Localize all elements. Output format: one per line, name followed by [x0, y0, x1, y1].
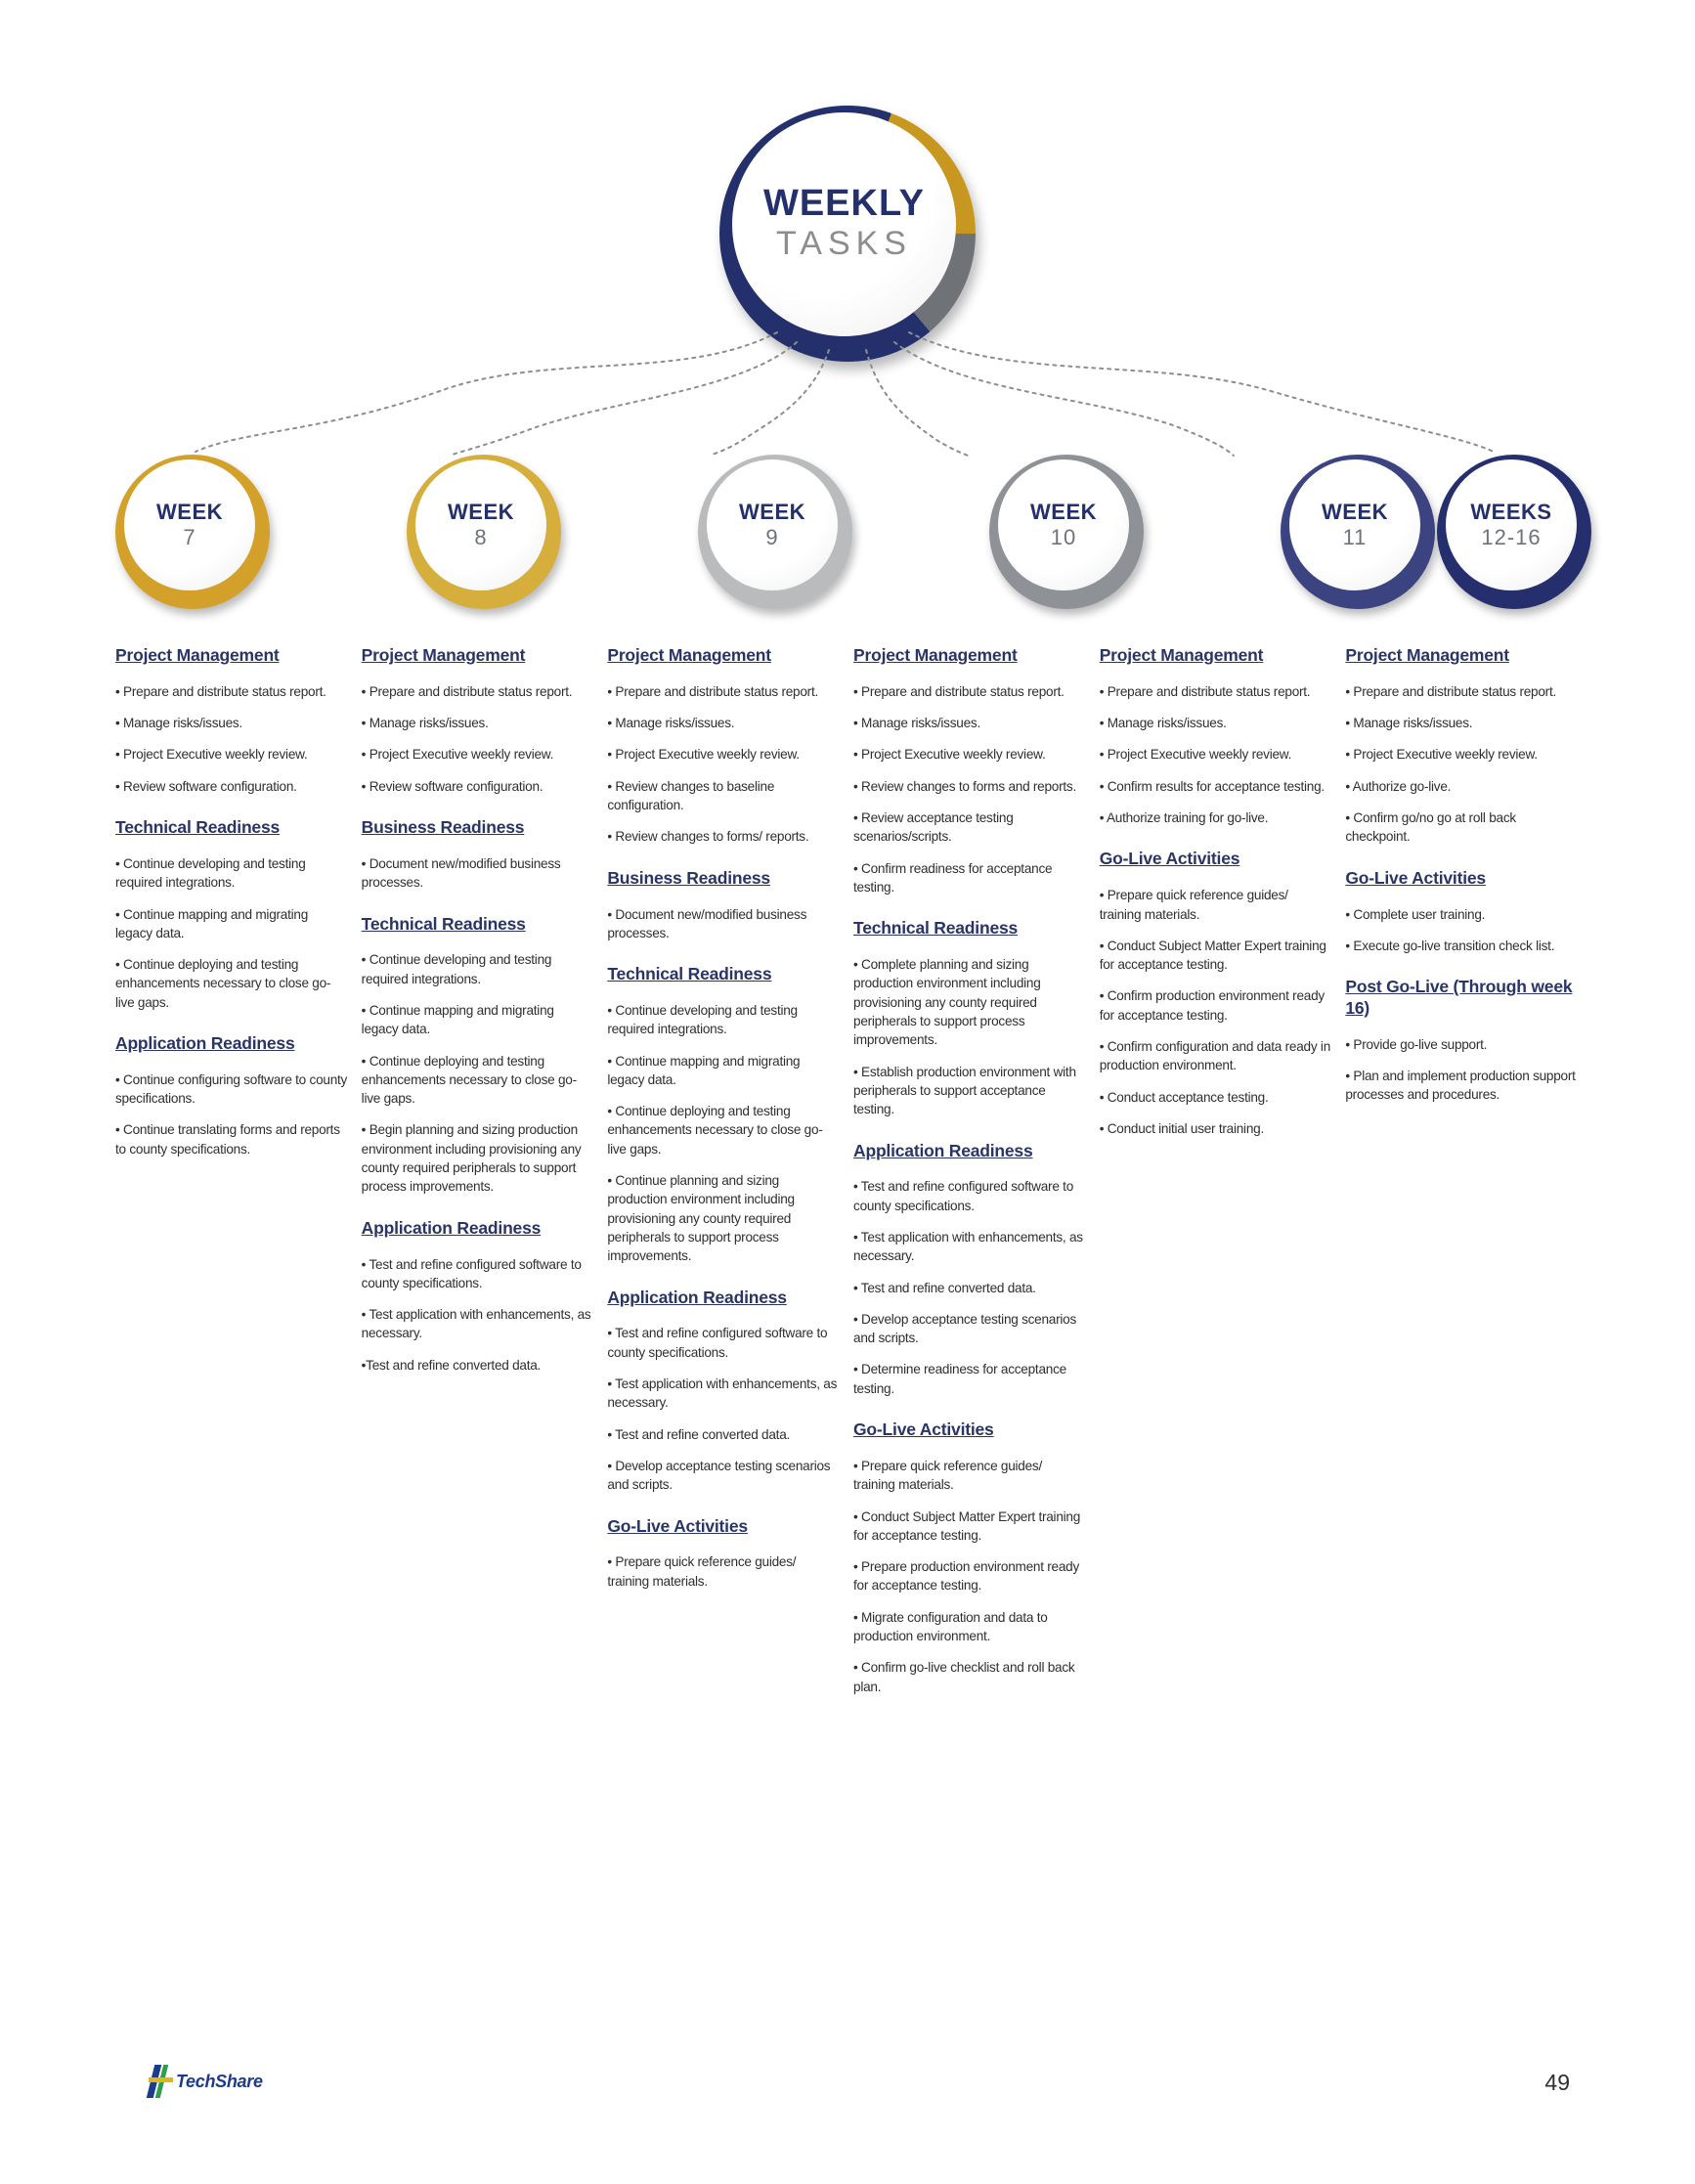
hub-title-line2: TASKS	[776, 225, 912, 263]
hub-inner	[732, 112, 956, 336]
task-item: • Continue mapping and migrating legacy data.	[115, 906, 309, 940]
task-item: • Prepare and distribute status report.	[115, 683, 326, 699]
task-item: • Continue mapping and migrating legacy data.	[607, 1053, 801, 1087]
task-item: • Document new/modified business processes.	[607, 906, 807, 940]
section-heading: Post Go-Live (Through week 16)	[1345, 977, 1573, 1018]
task-item: • Continue mapping and migrating legacy data.	[361, 1003, 554, 1037]
task-item: • Document new/modified business processes.	[361, 855, 561, 891]
section-heading: Application Readiness	[115, 1033, 295, 1054]
section-heading: Technical Readiness	[361, 913, 526, 934]
section-heading: Project Management	[607, 645, 771, 665]
task-item: • Develop acceptance testing scenarios and scripts.	[607, 1458, 831, 1493]
week-node-label: WEEK	[156, 499, 223, 524]
section-heading: Technical Readiness	[853, 918, 1019, 939]
task-item: • Test application with enhancements, as necessary.	[853, 1229, 1083, 1264]
task-column-week-8	[362, 645, 608, 1709]
task-item: • Manage risks/issues.	[1099, 716, 1227, 731]
page-number: 49	[1544, 2070, 1570, 2095]
section-heading: Project Management	[115, 645, 280, 665]
section-heading: Go-Live Activities	[853, 1420, 994, 1440]
task-item: • Continue deploying and testing enhancements necessary to close go-live gaps.	[361, 1053, 577, 1107]
task-item: • Manage risks/issues.	[1345, 716, 1473, 731]
week-node-10[interactable]	[989, 455, 1144, 609]
task-item: • Test and refine configured software to county specifications.	[853, 1179, 1073, 1213]
task-item: • Test and refine configured software to county specifications.	[361, 1256, 582, 1290]
task-item: • Project Executive weekly review.	[361, 747, 554, 763]
task-item: • Confirm configuration and data ready in production environment.	[1099, 1039, 1331, 1073]
week-node-label: WEEK	[739, 499, 805, 524]
task-column-week-9	[607, 645, 853, 1709]
week-node-label: WEEK	[1322, 499, 1388, 524]
week-node-label: WEEK	[1030, 499, 1097, 524]
task-item: •Test and refine converted data.	[361, 1357, 542, 1373]
task-item: • Confirm readiness for acceptance testing.	[853, 860, 1053, 895]
task-item: • Continue planning and sizing production environment including provisioning any county required peripherals to support process improvements.	[607, 1173, 795, 1264]
week-node-label: WEEKS	[1470, 499, 1552, 524]
task-item: • Review software configuration.	[115, 778, 297, 794]
week-node-inner	[707, 459, 838, 590]
task-item: • Execute go-live transition check list.	[1345, 938, 1555, 953]
section-heading: Go-Live Activities	[1099, 849, 1240, 869]
task-item: • Continue developing and testing required integrations.	[115, 855, 306, 891]
task-item: • Continue translating forms and reports to county specifications.	[115, 1122, 340, 1157]
task-item: • Provide go-live support.	[1345, 1036, 1488, 1052]
task-item: • Authorize go-live.	[1345, 778, 1452, 794]
task-item: • Prepare and distribute status report.	[361, 683, 573, 699]
task-item: • Manage risks/issues.	[607, 716, 735, 731]
section-heading: Application Readiness	[607, 1287, 787, 1307]
task-item: • Continue configuring software to county specifications.	[115, 1071, 348, 1107]
week-node-9[interactable]	[698, 455, 852, 609]
task-item: • Continue deploying and testing enhancements necessary to close go-live gaps.	[115, 957, 331, 1010]
hub-title-line1: WEEKLY	[762, 183, 926, 225]
section-heading: Project Management	[1345, 645, 1509, 665]
section-heading: Business Readiness	[361, 817, 525, 838]
task-item: • Project Executive weekly review.	[607, 747, 800, 763]
week-node-inner	[1289, 459, 1420, 590]
task-item: • Confirm go/no go at roll back checkpoint.	[1345, 810, 1516, 845]
section-heading: Technical Readiness	[115, 817, 281, 838]
week-node-8[interactable]	[407, 455, 561, 609]
task-item: • Review changes to baseline configuration.	[607, 778, 775, 813]
task-item: • Project Executive weekly review.	[1099, 747, 1292, 763]
task-column-week-11	[1100, 645, 1346, 1709]
task-item: • Prepare quick reference guides/ training materials.	[853, 1458, 1042, 1493]
section-heading: Business Readiness	[607, 867, 770, 888]
task-item: • Complete user training.	[1345, 906, 1486, 922]
week-node-number: 8	[474, 524, 488, 549]
week-node-inner	[998, 459, 1129, 590]
week-node-number: 10	[1050, 524, 1077, 549]
week-node-inner	[415, 459, 546, 590]
week-node-7[interactable]	[115, 455, 270, 609]
techshare-logo	[149, 2065, 263, 2098]
task-item: • Prepare production environment ready for acceptance testing.	[853, 1559, 1080, 1594]
task-item: • Confirm production environment ready for acceptance testing.	[1099, 988, 1325, 1023]
task-item: • Prepare and distribute status report.	[1099, 683, 1311, 699]
task-item: • Begin planning and sizing production environment including provisioning any county required peripherals to support process improvements.	[361, 1122, 582, 1195]
task-column-weeks-12-16	[1345, 645, 1591, 1709]
task-item: • Project Executive weekly review.	[1345, 747, 1538, 763]
task-item: • Conduct Subject Matter Expert training for acceptance testing.	[853, 1508, 1081, 1543]
task-item: • Test application with enhancements, as necessary.	[361, 1307, 591, 1341]
task-item: • Project Executive weekly review.	[853, 747, 1046, 763]
week-node-label: WEEK	[448, 499, 514, 524]
section-heading: Project Management	[361, 645, 526, 665]
task-item: • Manage risks/issues.	[853, 716, 980, 731]
task-item: • Manage risks/issues.	[361, 716, 489, 731]
task-item: • Determine readiness for acceptance testing.	[853, 1362, 1066, 1396]
task-item: • Test and refine converted data.	[853, 1280, 1036, 1295]
task-item: • Manage risks/issues.	[115, 716, 242, 731]
task-item: • Prepare and distribute status report.	[853, 683, 1065, 699]
task-item: • Confirm go-live checklist and roll back plan.	[853, 1660, 1075, 1694]
task-column-week-10	[853, 645, 1100, 1709]
task-item: • Plan and implement production support processes and procedures.	[1345, 1069, 1576, 1103]
task-item: • Prepare quick reference guides/ training materials.	[1099, 888, 1288, 922]
task-item: • Review changes to forms and reports.	[853, 778, 1076, 794]
task-item: • Confirm results for acceptance testing.	[1099, 778, 1325, 794]
section-heading: Application Readiness	[361, 1217, 542, 1238]
task-item: • Test and refine configured software to county specifications.	[607, 1326, 828, 1360]
techshare-mark-icon	[149, 2065, 174, 2098]
week-node-12-16[interactable]	[1437, 455, 1591, 609]
task-item: • Prepare and distribute status report.	[607, 683, 818, 699]
section-heading: Go-Live Activities	[1345, 867, 1486, 888]
task-item: • Prepare quick reference guides/ training materials.	[607, 1554, 797, 1589]
task-item: • Establish production environment with peripherals to support acceptance testing.	[853, 1064, 1076, 1117]
week-node-number: 12-16	[1481, 524, 1542, 549]
task-item: • Conduct acceptance testing.	[1099, 1089, 1269, 1105]
task-item: • Continue developing and testing required integrations.	[361, 952, 552, 986]
task-item: • Review acceptance testing scenarios/scripts.	[853, 810, 1014, 845]
task-item: • Continue deploying and testing enhancements necessary to close go-live gaps.	[607, 1104, 823, 1157]
week-node-inner	[1446, 459, 1577, 590]
weekly-tasks-hub	[0, 106, 1695, 362]
task-item: • Test application with enhancements, as necessary.	[607, 1376, 838, 1411]
section-heading: Project Management	[853, 645, 1018, 665]
task-item: • Complete planning and sizing production environment including provisioning any county required peripherals to support process improvements.	[853, 957, 1041, 1048]
week-nodes	[115, 455, 1591, 601]
task-item: • Prepare and distribute status report.	[1345, 683, 1557, 699]
section-heading: Technical Readiness	[607, 964, 772, 984]
techshare-wordmark: TechShare	[176, 2071, 263, 2091]
week-node-11[interactable]	[1281, 455, 1435, 609]
section-heading: Application Readiness	[853, 1140, 1033, 1160]
section-heading: Go-Live Activities	[607, 1515, 748, 1536]
task-item: • Review software configuration.	[361, 778, 543, 794]
task-item: • Develop acceptance testing scenarios and scripts.	[853, 1311, 1077, 1346]
task-item: • Conduct initial user training.	[1099, 1120, 1264, 1136]
task-item: • Test and refine converted data.	[607, 1426, 791, 1442]
hub-circle	[719, 106, 976, 362]
week-node-inner	[124, 459, 255, 590]
task-item: • Project Executive weekly review.	[115, 747, 308, 763]
week-node-number: 7	[183, 524, 196, 549]
task-item: • Authorize training for go-live.	[1099, 810, 1269, 826]
task-column-week-7	[115, 645, 362, 1709]
section-heading: Project Management	[1099, 645, 1264, 665]
task-item: • Migrate configuration and data to production environment.	[853, 1609, 1048, 1643]
task-columns	[115, 645, 1591, 1709]
week-node-number: 11	[1342, 524, 1368, 549]
task-item: • Conduct Subject Matter Expert training for acceptance testing.	[1099, 938, 1326, 973]
task-item: • Review changes to forms/ reports.	[607, 829, 809, 845]
week-node-number: 9	[765, 524, 779, 549]
task-item: • Continue developing and testing required integrations.	[607, 1003, 798, 1037]
